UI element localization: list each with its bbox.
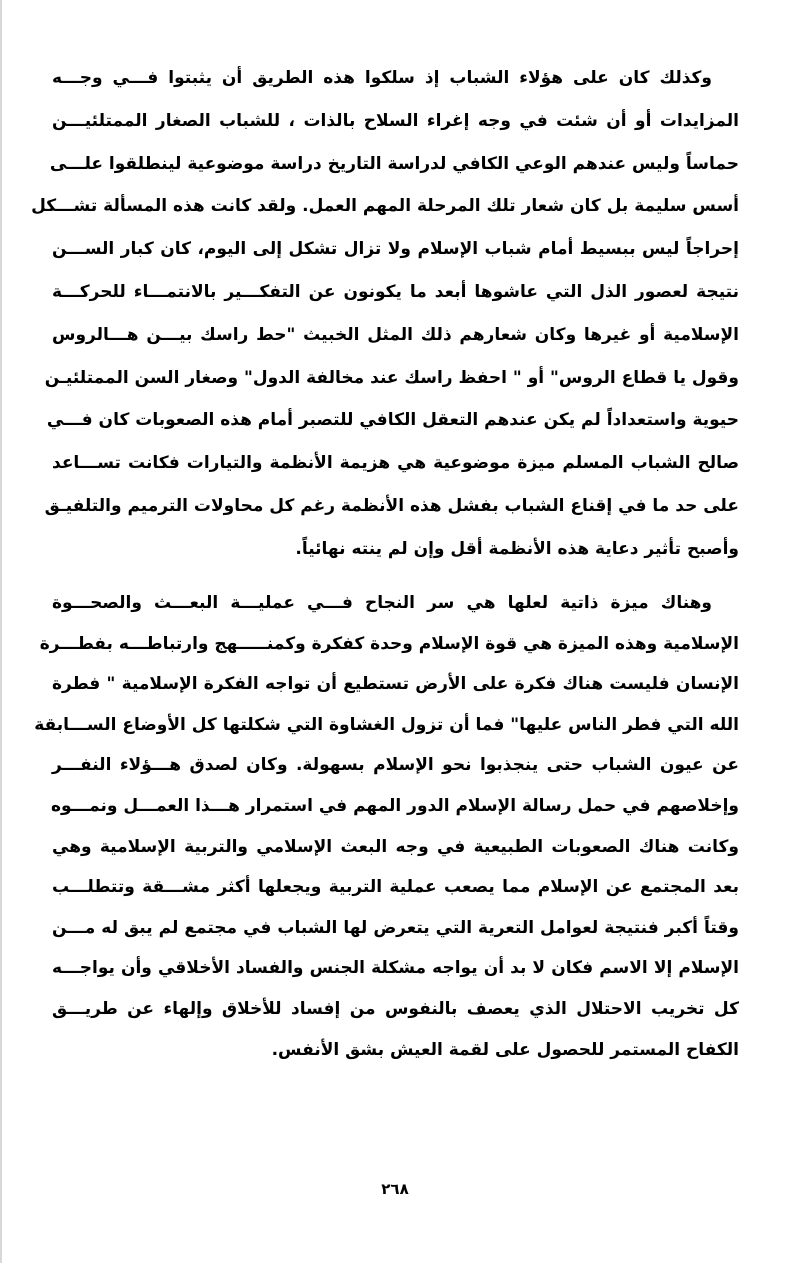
- paragraph-1: [31, 62, 739, 576]
- text-line: حماساً وليس عندهم الوعي الكافي لدراسة التاريخ دراسة موضوعية لينطلقوا علـــى: [49, 153, 739, 174]
- text-line: حيوية واستعداداً لم يكن عندهم التعقل الكافي للتصبر أمام هذه الصعوبات كان فـــي: [46, 410, 739, 431]
- text-line: الإنسان فليست هناك فكرة على الأرض تستطيع أن تواجه الفكرة الإسلامية " فطرة: [52, 674, 739, 695]
- paragraph-2: [34, 587, 739, 1074]
- text-line: نتيجة لعصور الذل التي عاشوها أبعد ما يكونون عن التفكـــير بالانتمـــاء للحركـــة: [52, 281, 739, 302]
- text-line: الله التي فطر الناس عليها" فما أن تزول الغشاوة التي شكلتها كل الأوضاع الســـابقة: [34, 714, 739, 735]
- text-line: بعد المجتمع عن الإسلام مما يصعب عملية التربية ويجعلها أكثر مشـــقة وتتطلـــب: [52, 877, 739, 898]
- text-line: وقتاً أكبر فنتيجة لعوامل التعرية التي يتعرض لها الشباب في مجتمع لم يبق له مـــن: [52, 917, 739, 938]
- text-line: كل تخريب الاحتلال الذي يعصف بالنفوس من إفساد للأخلاق وإلهاء عن طريـــق: [52, 998, 739, 1019]
- text-line: الإسلام إلا الاسم فكان لا بد أن يواجه مشكلة الجنس والفساد الأخلاقي وأن يواجـــه: [52, 958, 739, 979]
- text-line: وكانت هناك الصعوبات الطبيعية في وجه البعث الإسلامي والتربية الإسلامية وهي: [52, 836, 739, 857]
- text-line: الإسلامية أو غيرها وكان شعارهم ذلك المثل الخبيث "حط راسك بيـــن هـــالروس: [52, 324, 739, 345]
- text-line: المزايدات أو أن شئت في وجه إغراء السلاح بالذات ، للشباب الصغار الممتلئيـــن: [52, 110, 739, 131]
- text-line: على حد ما في إقناع الشباب بفشل هذه الأنظمة رغم كل محاولات الترميم والتلفيـق: [44, 495, 739, 516]
- text-line: وأصبح تأثير دعاية هذه الأنظمة أقل وإن لم ينته نهائياً.: [295, 538, 739, 559]
- text-line: أسس سليمة بل كان شعار تلك المرحلة المهم العمل. ولقد كانت هذه المسألة تشـــكل: [31, 196, 739, 217]
- text-line: وقول يا قطاع الروس" أو " احفظ راسك عند مخالفة الدول" وصغار السن الممتلئيـن: [44, 367, 739, 388]
- text-line: وهناك ميزة ذاتية لعلها هي سر النجاح فـــي عمليـــة البعـــث والصحـــوة: [52, 593, 712, 613]
- text-line: وكذلك كان على هؤلاء الشباب إذ سلكوا هذه الطريق أن يثبتوا فـــي وجـــه: [52, 68, 712, 88]
- text-line: وإخلاصهم في حمل رسالة الإسلام الدور المهم في استمرار هـــذا العمـــل ونمـــوه: [50, 795, 739, 816]
- text-line: الكفاح المستمر للحصول على لقمة العيش بشق الأنفس.: [271, 1039, 739, 1060]
- page-number: ٢٦٨: [381, 1180, 409, 1198]
- text-line: عن عيون الشباب حتى ينجذبوا نحو الإسلام بسهولة. وكان لصدق هـــؤلاء النفـــر: [52, 755, 739, 776]
- text-line: الإسلامية وهذه الميزة هي قوة الإسلام وحدة كفكرة وكمنـــــهج وارتباطـــه بفطـــرة: [39, 633, 739, 654]
- text-line: صالح الشباب المسلم ميزة موضوعية هي هزيمة الأنظمة والتيارات فكانت تســـاعد: [52, 453, 739, 474]
- text-line: إحراجاً ليس ببسيط أمام شباب الإسلام ولا تزال تشكل إلى اليوم، كان كبار الســـن: [52, 239, 739, 260]
